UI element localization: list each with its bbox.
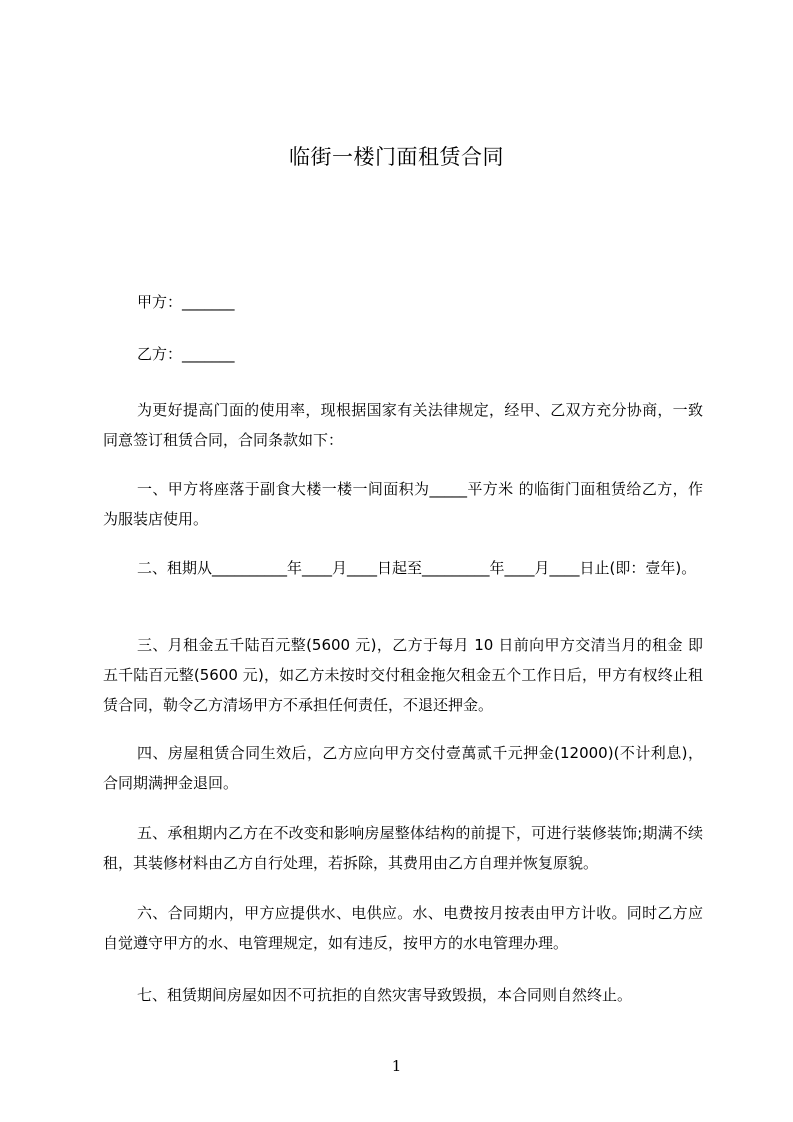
clause-5: 五、承租期内乙方在不改变和影响房屋整体结构的前提下，可进行装修装饰;期满不续租，其装修材料由乙方自行处理，若拆除，其费用由乙方自理并恢复原貌。 [103,824,703,872]
clause-1: 一、甲方将座落于副食大楼一楼一间面积为_____平方米 的临街门面租赁给乙方，作为服装店使用。 [103,480,703,528]
clause-7: 七、租赁期间房屋如因不可抗拒的自然灾害导致毁损，本合同则自然终止。 [137,986,633,1004]
party-b-line: 乙方：_______ [137,345,235,363]
party-a-line: 甲方：_______ [137,293,235,311]
clause-4: 四、房屋租赁合同生效后，乙方应向甲方交付壹萬贰千元押金(12000)(不计利息)，合同期满押金退回。 [103,744,703,792]
clause-3: 三、月租金五千陆百元整(5600 元)，乙方于每月 10 日前向甲方交清当月的租金 即五千陆百元整(5600 元)，如乙方未按时交付租金拖欠租金五个工作日后，甲方有杈终止租赁合同，勒令乙方清场甲方不承担任何责任，不退还押金。 [103,636,703,714]
clause-6: 六、合同期内，甲方应提供水、电供应。水、电费按月按表由甲方计收。同时乙方应自觉遵守甲方的水、电管理规定，如有违反，按甲方的水电管理办理。 [103,904,703,952]
page-number: 1 [391,1057,402,1075]
document-title: 临街一楼门面租赁合同 [289,145,504,169]
intro-paragraph: 为更好提高门面的使用率，现根据国家有关法律规定，经甲、乙双方充分协商，一致同意签订租赁合同，合同条款如下： [103,401,703,449]
clause-2: 二、租期从__________年____月____日起至_________年____月____日止(即：壹年)。 [137,559,697,577]
